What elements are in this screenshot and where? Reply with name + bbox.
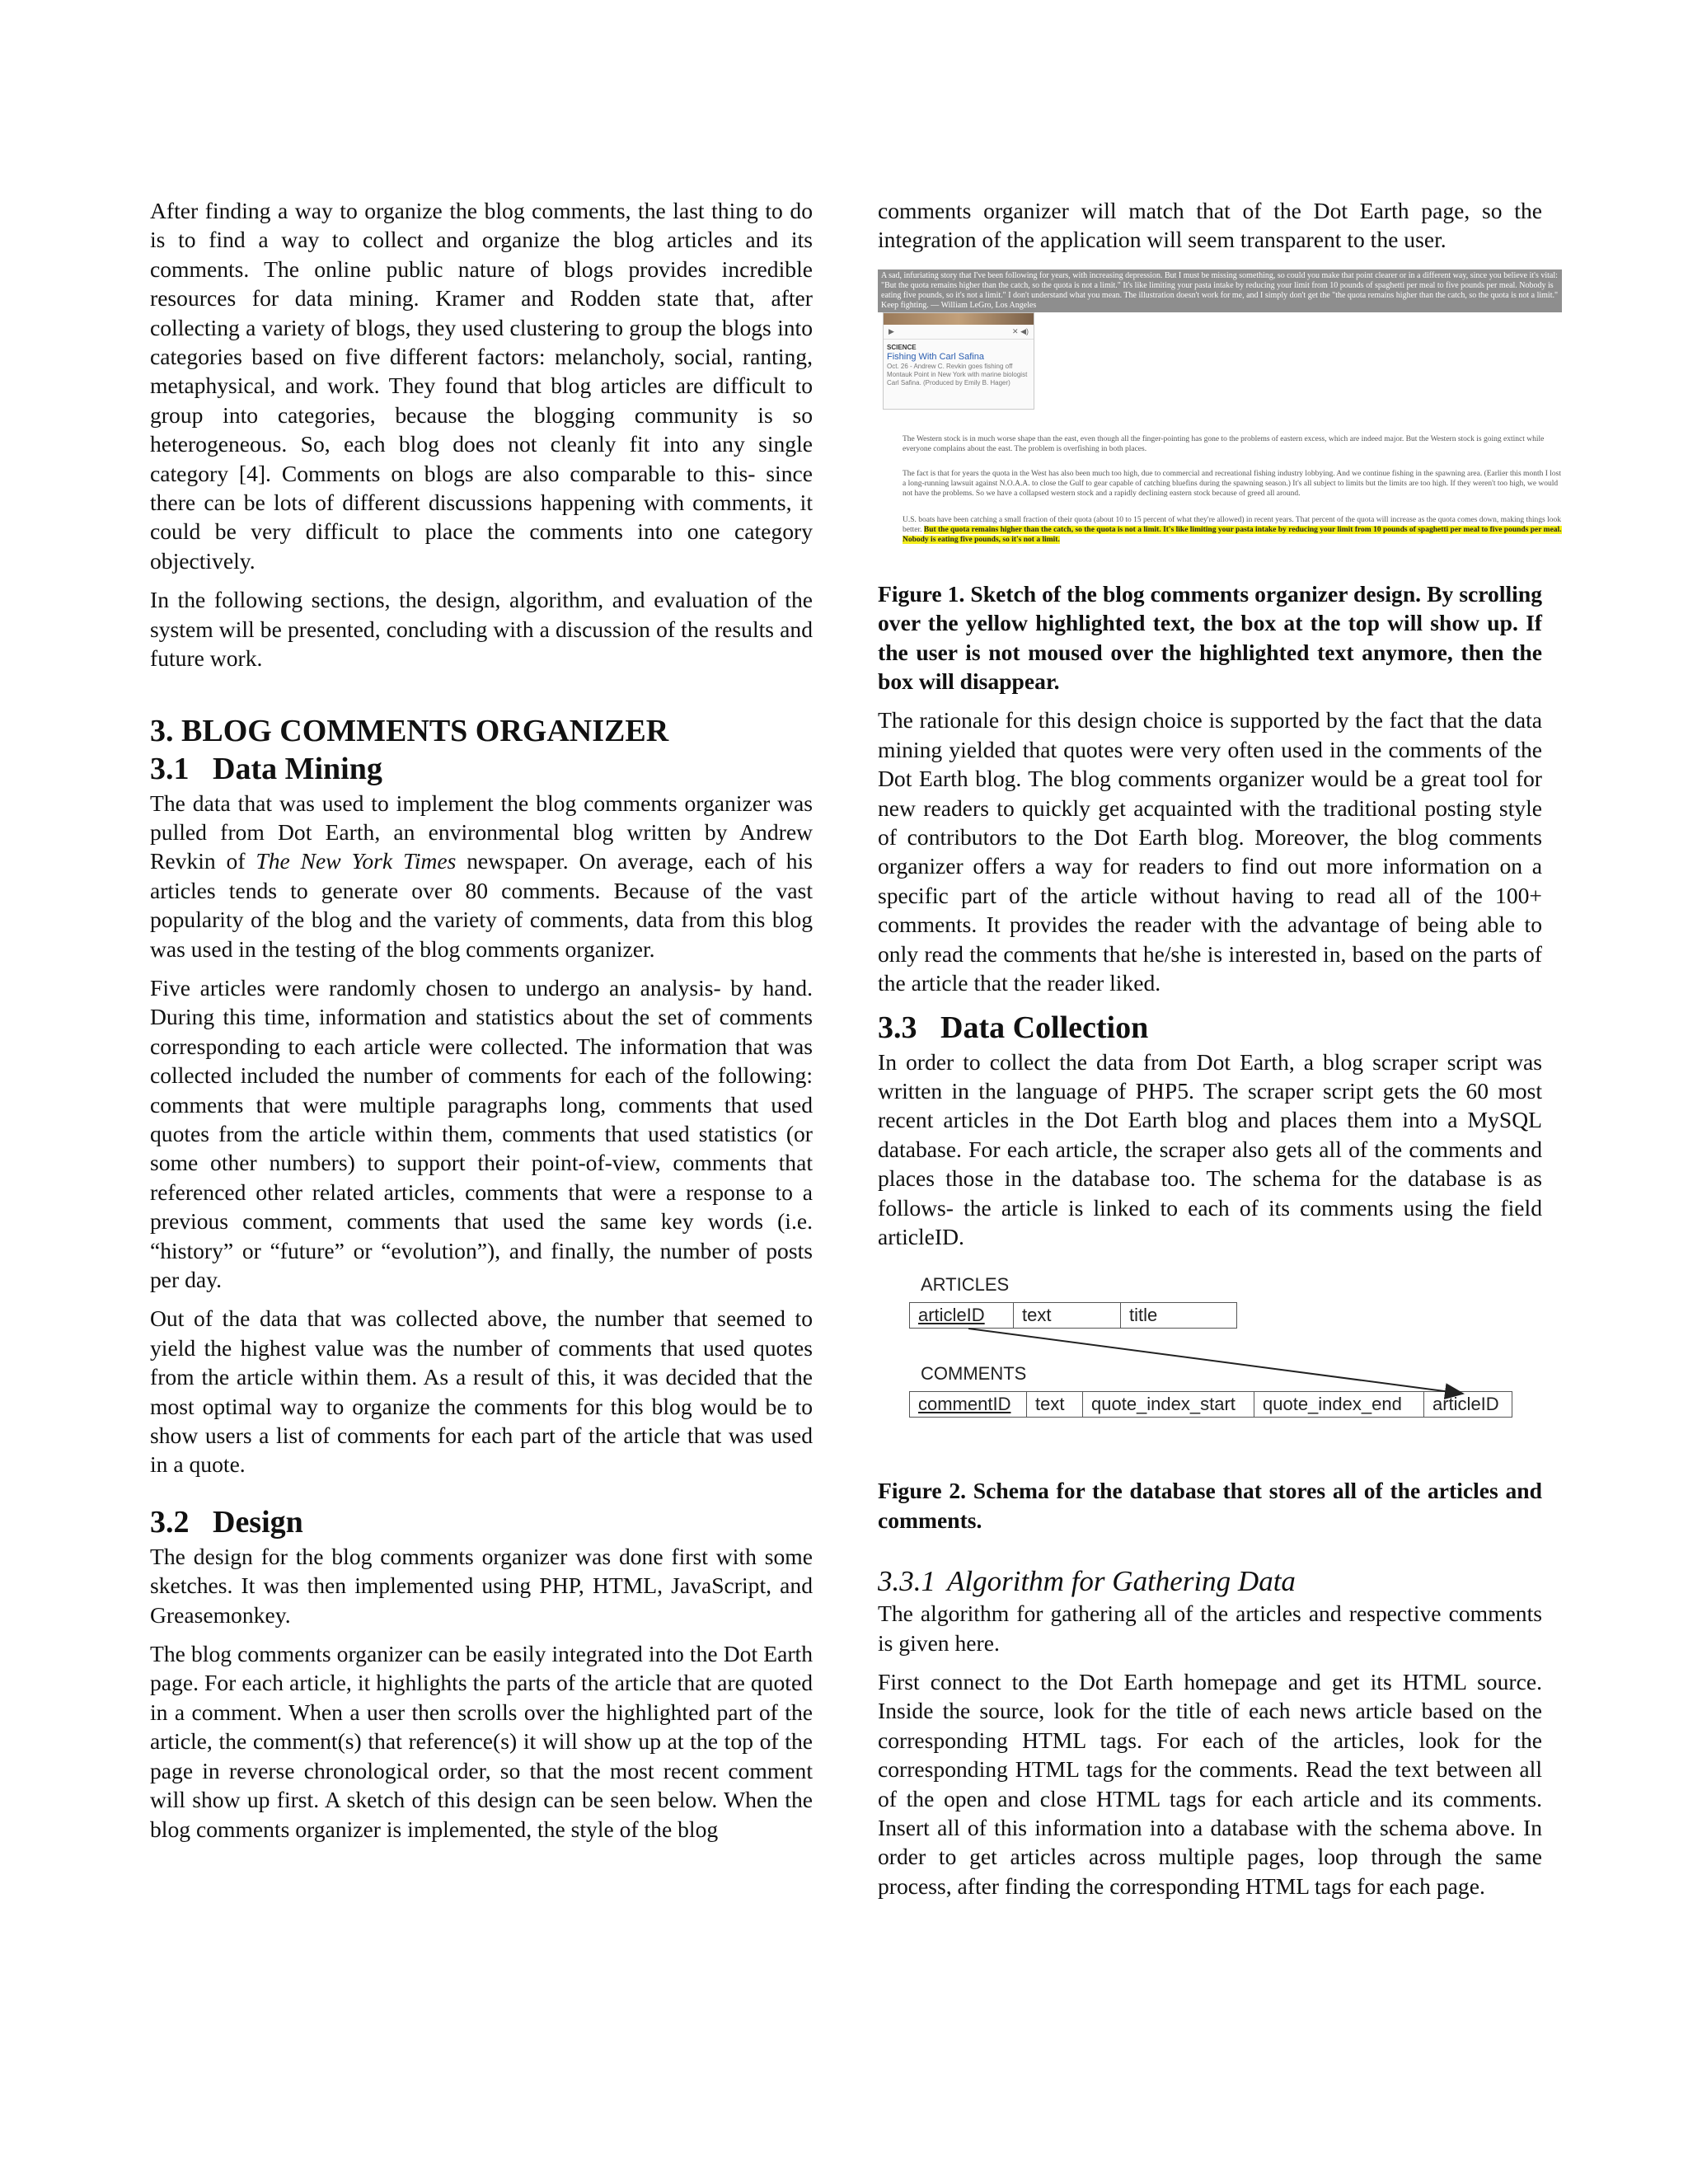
articles-table-label: ARTICLES (921, 1274, 1010, 1296)
section-3-2-heading (150, 1502, 813, 1542)
article-paragraph: The fact is that for years the quota in the West has also been much too high, due to commercial and recreational fishing industry lobbying. And we continue fishing in the spawning area. (Earlier this month I lost a long-running lawsuit against N.O.A.A. to close the Gulf to gear capable of catching bluefins during the spawning season.) It's all subject to limits but the limits are too high. If they weren't too high, we would not have the problems. So we have a collapsed western stock and a rapidly declining eastern stock because of greed all around. (903, 469, 1561, 498)
highlighted-quote: But the quota remains higher than the catch, so the quota is not a limit. It's like limiting your pasta intake by reducing your limit from 10 pounds of spaghetti per meal to five pounds per meal. Nobody is eating five pounds, so it's not a limit. (903, 525, 1562, 544)
section-title: Algorithm for Gathering Data (947, 1565, 1296, 1598)
data-mining-paragraph (150, 789, 813, 963)
figure-1-sketch (878, 269, 1562, 561)
foreign-key-arrow (878, 1274, 1542, 1451)
comment-popup-bar: A sad, infuriating story that I've been following for years, with increasing depression. But I must be missing something, so could you make that point clearer or in a different way, since you believe it's vital: "But the quota remains higher than the catch, so the quota is not a limit." It's like limiting your pasta intake by reducing your limit from 10 pounds of spaghetti per meal to five pounds per meal. Nobody is eating five pounds, so it's not a limit." I don't understand what you mean. The illustration doesn't work for me, and I simply don't get the "the quota remains higher than the catch, so the quota is not a limit." Keep fighting. — William LeGro, Los Angeles (878, 269, 1562, 312)
section-number: 3.1 (150, 751, 190, 786)
article-paragraph (903, 515, 1562, 545)
video-thumbnail (884, 313, 1034, 325)
comments-field: commentID (910, 1392, 1027, 1417)
article-paragraph: The Western stock is in much worse shape than the east, even though all the finger-pointing has gone to the problems of eastern excess, which are indeed major. But the Western stock is going extinct while everyone complains about the east. The problem is overfishing in both places. (903, 434, 1545, 453)
rationale-paragraph: The rationale for this design choice is supported by the fact that the data mining yielded that quotes were very often used in the comments of the Dot Earth blog. The blog comments organizer would be a great tool for new readers to quickly get acquainted with the traditional posting style of contributors to the Dot Earth blog. Moreover, the blog comments organizer offers a way for readers to find out more information on a specific part of the article without having to read all of the 100+ comments. It provides the reader with the advantage of being able to only read the comments that he/she is interested in, based on the parts of the article that the reader liked. (878, 707, 1542, 996)
data-collection-paragraph: In order to collect the data from Dot Earth, a blog scraper script was written in the language of PHP5. The scraper script gets the 60 most recent articles in the Dot Earth blog and places them into a MySQL database. For each article, the scraper also gets all of the comments and places those in the database too. The schema for the database is as follows- the article is linked to each of its comments using the field articleID. (878, 1048, 1542, 1249)
articles-field: articleID (910, 1303, 1014, 1328)
continuation-paragraph: comments organizer will match that of the Dot Earth page, so the integration of the application will seem transparent to the user. (878, 198, 1542, 253)
algorithm-steps-paragraph: First connect to the Dot Earth homepage and get its HTML source. Inside the source, look for the title of each news article based on the corresponding HTML tags. For each of the articles, look for the corresponding HTML tags for the comments. Read the text between all of the open and close HTML tags for each article and its comments. Insert all of this information into a database with the schema above. In order to get articles across multiple pages, loop through the same process, after finding the corresponding HTML tags for each page. (878, 1668, 1542, 1899)
section-number: 3.3 (878, 1010, 917, 1045)
section-number: 3.2 (150, 1504, 190, 1540)
video-widget (883, 312, 1034, 410)
play-icon: ▶ (889, 326, 894, 335)
articles-field: text (1014, 1303, 1121, 1328)
section-title: Data Mining (213, 751, 382, 786)
comments-field: text (1027, 1392, 1083, 1417)
figure-2-schema (878, 1274, 1542, 1451)
section-3-1-heading (150, 749, 813, 789)
section-3-3-1-heading (878, 1564, 1542, 1599)
newspaper-name: The New York Times (256, 848, 457, 874)
section-3-heading: 3. BLOG COMMENTS ORGANIZER (150, 713, 669, 748)
comments-table-label: COMMENTS (921, 1363, 1027, 1385)
design-paragraph: The design for the blog comments organizer was done first with some sketches. It was then implemented using PHP, HTML, JavaScript, and Greasemonkey. (150, 1543, 813, 1628)
comments-field: articleID (1432, 1394, 1499, 1415)
text-run: newspaper. On average, each of his articles tends to generate over 80 comments. Because of the vast popularity of the blog and the variety of comments, data from this blog was used in the testing of the blog comments organizer. (150, 848, 813, 962)
articles-field: title (1129, 1305, 1158, 1326)
results-paragraph: Out of the data that was collected above, the number that seemed to yield the highest value was the number of comments that used quotes from the article within them. As a result of this, it was decided that the most optimal way to organize the comments for this blog would be to show users a list of comments for each part of the article that was used in a quote. (150, 1305, 813, 1478)
figure-2-caption: Figure 2. Schema for the database that stores all of the articles and comments. (878, 1478, 1542, 1533)
comments-field: quote_index_start (1083, 1392, 1254, 1417)
section-number: 3.3.1 (878, 1565, 935, 1598)
text-run: U.S. boats have been catching a small fraction of their quota (about 10 to 15 percent of what they're allowed) in recent years. That percent of the quota will increase as the quota comes down, making things look better. (903, 515, 1562, 534)
comments-field: quote_index_end (1254, 1392, 1424, 1417)
outline-paragraph: In the following sections, the design, algorithm, and evaluation of the system will be presented, concluding with a discussion of the results and future work. (150, 587, 813, 672)
widget-kicker: SCIENCE (887, 343, 917, 351)
intro-paragraph: After finding a way to organize the blog comments, the last thing to do is to find a way to collect and organize the blog articles and its comments. The online public nature of blogs provides incredible resources for data mining. Kramer and Rodden state that, after collecting a variety of blogs, they used clustering to group the blogs into categories based on five different factors: melancholy, social, ranting, metaphysical, and work. They found that blog articles are difficult to group into categories, because the blogging community is so heterogeneous. So, each blog does not cleanly fit into any single category [4]. Comments on blogs are also comparable to this- since there can be lots of different discussions happening with comments, it could be very difficult to place the comments into one category objectively. (150, 198, 813, 574)
volume-icon: ✕ ◀) (1012, 326, 1029, 335)
analysis-paragraph: Five articles were randomly chosen to undergo an analysis- by hand. During this time, information and statistics about the set of comments corresponding to each article were collected. The information that was collected included the number of comments for each of the following: comments that were multiple paragraphs long, comments that used quotes from the article within them, comments that used statistics (or some other numbers) to support their point-of-view, comments that referenced other related articles, comments that were a response to a previous comment, comments that used the same key words (i.e. “history” or “future” or “evolution”), and finally, the number of posts per day. (150, 974, 813, 1292)
section-title: Data Collection (940, 1010, 1149, 1045)
text-run: The data that was used to implement the blog comments organizer was pulled from Dot Earth, an environmental blog written by Andrew Revkin of (150, 790, 813, 874)
algorithm-intro-paragraph: The algorithm for gathering all of the articles and respective comments is given here. (878, 1601, 1542, 1656)
left-column (150, 196, 813, 1854)
video-controls (884, 325, 1034, 340)
widget-headline: Fishing With Carl Safina (887, 351, 984, 362)
figure-1-caption: Figure 1. Sketch of the blog comments organizer design. By scrolling over the yellow highlighted text, the box at the top will show up. If the user is not moused over the highlighted text anymore, then the box will disappear. (878, 580, 1542, 695)
right-column (878, 196, 1562, 1910)
widget-description: Oct. 26 - Andrew C. Revkin goes fishing off Montauk Point in New York with marine biologist Carl Safina. (Produced by Emily B. Hager) (887, 362, 1028, 387)
integration-paragraph: The blog comments organizer can be easily integrated into the Dot Earth page. For each article, it highlights the parts of the article that are quoted in a comment. When a user then scrolls over the highlighted part of the article, the comment(s) that reference(s) it will show up at the top of the page in reverse chronological order, so that the most recent comment will show up first. A sketch of this design can be seen below. When the blog comments organizer is implemented, the style of the blog (150, 1641, 813, 1842)
section-3-3-heading (878, 1008, 1542, 1047)
section-title: Design (213, 1504, 303, 1540)
